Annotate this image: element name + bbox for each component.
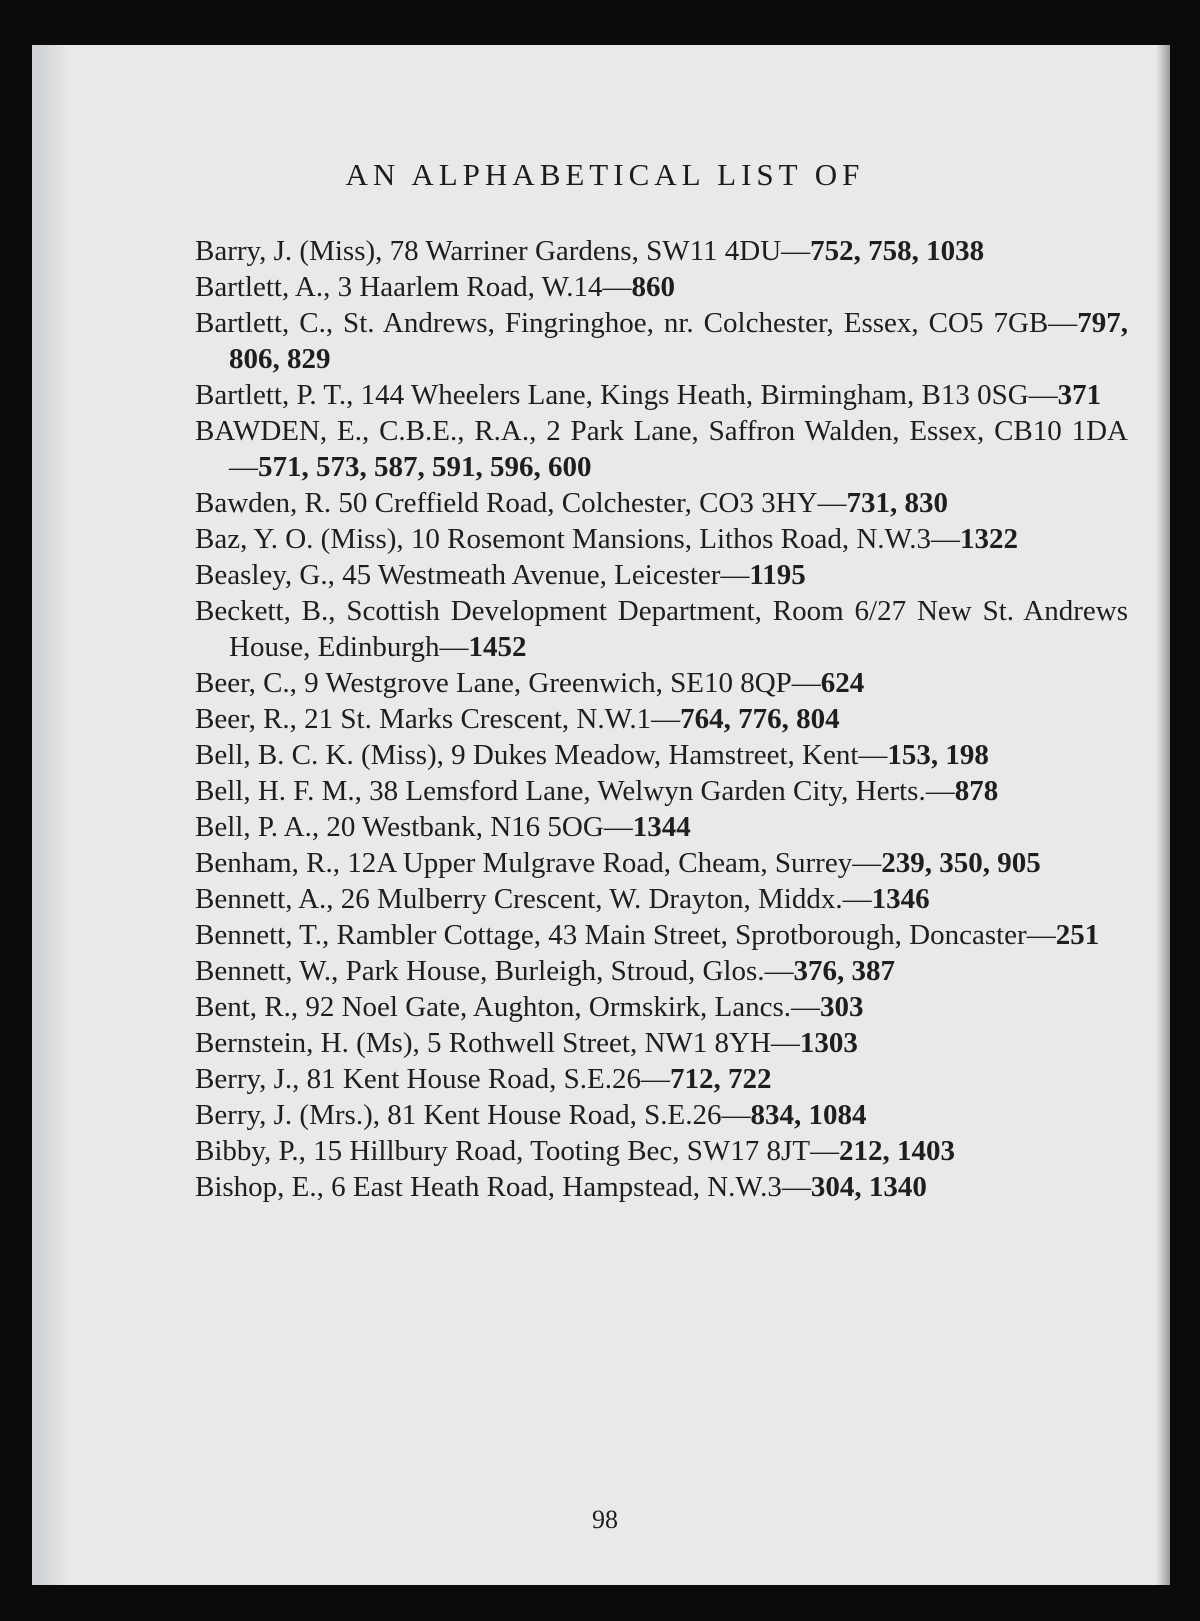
directory-entry <box>195 737 1128 773</box>
directory-entry <box>195 413 1128 485</box>
entry-refs: 1303 <box>799 1027 858 1059</box>
entry-text: Bawden, R. 50 Creffield Road, Colchester, CO3 3HY— <box>195 487 847 519</box>
entry-text: Beckett, B., Scottish Development Department, Room 6/27 New St. Andrews House, Edinburgh— <box>195 595 1128 663</box>
entry-refs: 376, 387 <box>793 955 896 987</box>
entry-refs: 251 <box>1055 919 1100 951</box>
directory-entry <box>195 701 1128 737</box>
directory-entry <box>195 773 1128 809</box>
directory-entry <box>195 233 1128 269</box>
directory-entry <box>195 1169 1128 1205</box>
entry-text: Bartlett, P. T., 144 Wheelers Lane, Kings Heath, Birmingham, B13 0SG— <box>195 379 1058 411</box>
directory-entry <box>195 269 1128 305</box>
entry-refs: 797, 806, 829 <box>229 307 1128 375</box>
entry-text: Bernstein, H. (Ms), 5 Rothwell Street, NW1 8YH— <box>195 1027 800 1059</box>
directory-entry <box>195 485 1128 521</box>
entry-refs: 1452 <box>468 631 527 663</box>
directory-entry <box>195 917 1128 953</box>
directory-entry <box>195 845 1128 881</box>
entry-text: Bent, R., 92 Noel Gate, Aughton, Ormskirk, Lancs.— <box>195 991 821 1023</box>
directory-entry <box>195 593 1128 665</box>
entry-text: Bartlett, C., St. Andrews, Fingringhoe, nr. Colchester, Essex, CO5 7GB— <box>195 307 1078 339</box>
page-number: 98 <box>592 1505 618 1534</box>
directory-entry <box>195 1133 1128 1169</box>
entry-refs: 764, 776, 804 <box>680 703 840 735</box>
entry-refs: 1346 <box>871 883 930 915</box>
book-page <box>32 45 1170 1585</box>
directory-entry <box>195 305 1128 377</box>
page-spine-shadow <box>40 45 70 1585</box>
directory-entry <box>195 377 1128 413</box>
directory-entry <box>195 557 1128 593</box>
entry-refs: 878 <box>954 775 999 807</box>
entry-text: Berry, J. (Mrs.), 81 Kent House Road, S.E.26— <box>195 1099 751 1131</box>
directory-entry <box>195 1061 1128 1097</box>
running-header: AN ALPHABETICAL LIST OF <box>345 157 865 192</box>
entry-refs: 1344 <box>632 811 691 843</box>
entry-refs: 731, 830 <box>846 487 949 519</box>
entry-text: Bennett, A., 26 Mulberry Crescent, W. Drayton, Middx.— <box>195 883 872 915</box>
entry-text: Bennett, W., Park House, Burleigh, Stroud, Glos.— <box>195 955 794 987</box>
entry-text: Barry, J. (Miss), 78 Warriner Gardens, SW11 4DU— <box>195 235 811 267</box>
entry-refs: 1322 <box>960 523 1019 555</box>
directory-entry <box>195 881 1128 917</box>
entry-refs: 624 <box>820 667 865 699</box>
entry-refs: 212, 1403 <box>839 1135 956 1167</box>
directory-entry <box>195 1097 1128 1133</box>
entry-refs: 371 <box>1057 379 1102 411</box>
directory-entry <box>195 521 1128 557</box>
entry-refs: 834, 1084 <box>750 1099 867 1131</box>
directory-list <box>195 233 1128 1205</box>
page-edge-shadow <box>1156 45 1170 1585</box>
entry-refs: 303 <box>820 991 864 1023</box>
directory-entry <box>195 665 1128 701</box>
entry-text: Bell, B. C. K. (Miss), 9 Dukes Meadow, Hamstreet, Kent— <box>195 739 888 771</box>
entry-text: Bishop, E., 6 East Heath Road, Hampstead, N.W.3— <box>195 1171 811 1203</box>
entry-text: Bartlett, A., 3 Haarlem Road, W.14— <box>195 271 632 303</box>
entry-text: BAWDEN, E., C.B.E., R.A., 2 Park Lane, Saffron Walden, Essex, CB10 1DA— <box>195 415 1128 483</box>
entry-refs: 153, 198 <box>887 739 989 771</box>
entry-text: Bibby, P., 15 Hillbury Road, Tooting Bec, SW17 8JT— <box>195 1135 840 1167</box>
entry-text: Beasley, G., 45 Westmeath Avenue, Leicester— <box>195 559 750 591</box>
entry-refs: 752, 758, 1038 <box>810 235 985 267</box>
entry-text: Benham, R., 12A Upper Mulgrave Road, Cheam, Surrey— <box>195 847 882 879</box>
directory-entry <box>195 1025 1128 1061</box>
entry-text: Bennett, T., Rambler Cottage, 43 Main Street, Sprotborough, Doncaster— <box>195 919 1056 951</box>
entry-text: Beer, R., 21 St. Marks Crescent, N.W.1— <box>195 703 681 735</box>
entry-refs: 571, 573, 587, 591, 596, 600 <box>258 451 592 483</box>
entry-refs: 304, 1340 <box>810 1171 927 1203</box>
entry-refs: 860 <box>631 271 676 303</box>
entry-text: Bell, H. F. M., 38 Lemsford Lane, Welwyn Garden City, Herts.— <box>195 775 955 807</box>
entry-text: Berry, J., 81 Kent House Road, S.E.26— <box>195 1063 670 1095</box>
directory-entry <box>195 989 1128 1025</box>
entry-refs: 712, 722 <box>669 1063 772 1095</box>
entry-refs: 239, 350, 905 <box>881 847 1041 879</box>
entry-refs: 1195 <box>749 559 806 591</box>
directory-entry <box>195 953 1128 989</box>
entry-text: Bell, P. A., 20 Westbank, N16 5OG— <box>195 811 633 843</box>
directory-entry <box>195 809 1128 845</box>
entry-text: Baz, Y. O. (Miss), 10 Rosemont Mansions, Lithos Road, N.W.3— <box>195 523 961 555</box>
entry-text: Beer, C., 9 Westgrove Lane, Greenwich, SE10 8QP— <box>195 667 821 699</box>
